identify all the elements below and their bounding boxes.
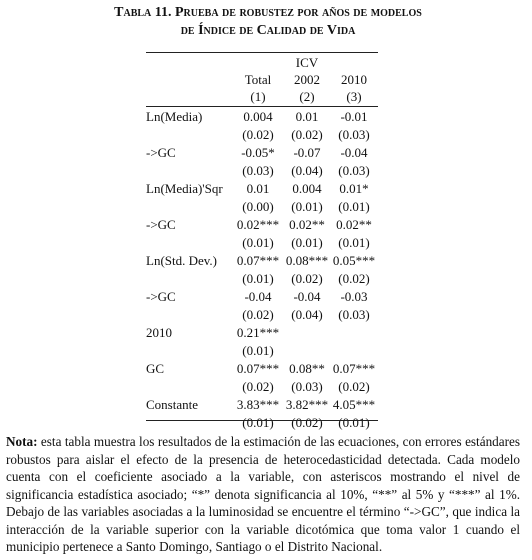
se-cell: (0.04) (291, 163, 323, 178)
row-label: ->GC (146, 145, 176, 160)
table-row (146, 396, 378, 414)
se-cell: (0.03) (338, 163, 370, 178)
coef-cell: 0.08** (289, 361, 325, 376)
table-row-se (146, 306, 378, 324)
header-col-2010: 2010 (341, 72, 367, 87)
row-label: 2010 (146, 325, 172, 340)
row-label: ->GC (146, 289, 176, 304)
table-row-se (146, 234, 378, 252)
se-cell: (0.02) (242, 307, 274, 322)
table-row-se (146, 198, 378, 216)
se-cell: (0.02) (242, 379, 274, 394)
coef-cell: 0.07*** (236, 253, 280, 268)
se-cell: (0.01) (242, 271, 274, 286)
coef-cell: -0.04 (340, 145, 368, 160)
se-cell: (0.03) (338, 127, 370, 142)
coef-cell: 0.02*** (236, 217, 280, 232)
bottom-rule (146, 420, 378, 421)
coef-cell: -0.01 (340, 109, 368, 124)
coef-cell: -0.04 (293, 289, 321, 304)
se-cell: (0.03) (291, 379, 323, 394)
note-text: esta tabla muestra los resultados de la estimación de las ecuaciones, con errores estándares robustos para aislar el efecto de la presencia de heterocedasticidad detectada. Cada modelo cuenta con el coeficiente asociado a la variable, con asteriscos mostrando el nivel de significancia estadística asociado; “*” denota significancia al 10%, “**” al 5% y “***” al 1%. Debajo de las variables asociadas a la luminosidad se encuentre el término “->GC”, que indica la interacción de la variable superior con la variable dicotómica que toma valor 1 cuando el municipio pertenece a Santo Domingo, Santiago o el Distrito Nacional. (6, 434, 520, 554)
se-cell: (0.02) (242, 127, 274, 142)
table-row-se (146, 342, 378, 360)
table-row (146, 216, 378, 234)
se-cell: (0.01) (242, 415, 274, 430)
coef-cell (284, 324, 330, 342)
top-rule (146, 52, 378, 53)
coef-cell: 0.02** (336, 217, 372, 232)
table-row-se (146, 270, 378, 288)
se-cell: (0.00) (242, 199, 274, 214)
table-title-line-2: de Índice de Calidad de Vida (180, 23, 356, 38)
note-label: Nota: (6, 434, 38, 449)
se-cell: (0.02) (291, 415, 323, 430)
se-cell: (0.01) (338, 415, 370, 430)
regression-table (146, 54, 378, 432)
row-label: GC (146, 361, 165, 376)
table-row (146, 108, 378, 126)
coef-cell: 0.07*** (332, 361, 376, 376)
se-cell: (0.01) (242, 343, 274, 358)
se-cell (330, 342, 378, 360)
coef-cell: -0.03 (340, 289, 368, 304)
coef-cell: 4.05*** (332, 397, 376, 412)
table-title-line-1: Tabla 11. Prueba de robustez por años de modelos (114, 5, 422, 20)
se-cell: (0.02) (338, 379, 370, 394)
coef-cell: 0.07*** (236, 361, 280, 376)
coef-cell: 0.05*** (332, 253, 376, 268)
table-row (146, 324, 378, 342)
se-cell: (0.03) (338, 307, 370, 322)
coef-cell: 0.08*** (285, 253, 329, 268)
table-row (146, 144, 378, 162)
table-row (146, 360, 378, 378)
row-label: Ln(Std. Dev.) (146, 253, 218, 268)
header-rule (146, 106, 378, 107)
header-col-total: Total (244, 72, 272, 87)
header-num-3: (3) (346, 89, 362, 104)
coef-cell (330, 324, 378, 342)
coef-cell: 3.83*** (236, 397, 280, 412)
coef-cell: 0.004 (243, 109, 273, 124)
coef-cell: 0.02** (289, 217, 325, 232)
se-cell: (0.02) (338, 271, 370, 286)
coef-cell: -0.05* (241, 145, 275, 160)
se-cell: (0.02) (291, 271, 323, 286)
se-cell: (0.01) (291, 199, 323, 214)
header-group-icv: ICV (295, 55, 319, 70)
se-cell: (0.01) (291, 235, 323, 250)
se-cell: (0.01) (338, 235, 370, 250)
coef-cell: 3.82*** (285, 397, 329, 412)
row-label: Constante (146, 397, 198, 412)
table-note (6, 433, 520, 556)
se-cell: (0.01) (338, 199, 370, 214)
se-cell (284, 342, 330, 360)
row-label: ->GC (146, 217, 176, 232)
table-row-se (146, 162, 378, 180)
coef-cell: 0.004 (292, 181, 322, 196)
coef-cell: -0.04 (244, 289, 272, 304)
coef-cell: 0.01 (246, 181, 270, 196)
header-num-2: (2) (299, 89, 315, 104)
se-cell: (0.01) (242, 235, 274, 250)
header-num-1: (1) (250, 89, 266, 104)
se-cell: (0.03) (242, 163, 274, 178)
coef-cell: -0.07 (293, 145, 321, 160)
se-cell: (0.02) (291, 127, 323, 142)
coef-cell: 0.21*** (236, 325, 280, 340)
row-label: Ln(Media) (146, 109, 203, 124)
row-label: Ln(Media)'Sqr (146, 181, 223, 196)
header-col-2002: 2002 (294, 72, 320, 87)
table-row-se (146, 126, 378, 144)
coef-cell: 0.01* (339, 181, 369, 196)
table-row-se (146, 378, 378, 396)
coef-cell: 0.01 (295, 109, 319, 124)
table-row-se (146, 414, 378, 432)
table-row (146, 252, 378, 270)
table-row (146, 180, 378, 198)
se-cell: (0.04) (291, 307, 323, 322)
table-row (146, 288, 378, 306)
